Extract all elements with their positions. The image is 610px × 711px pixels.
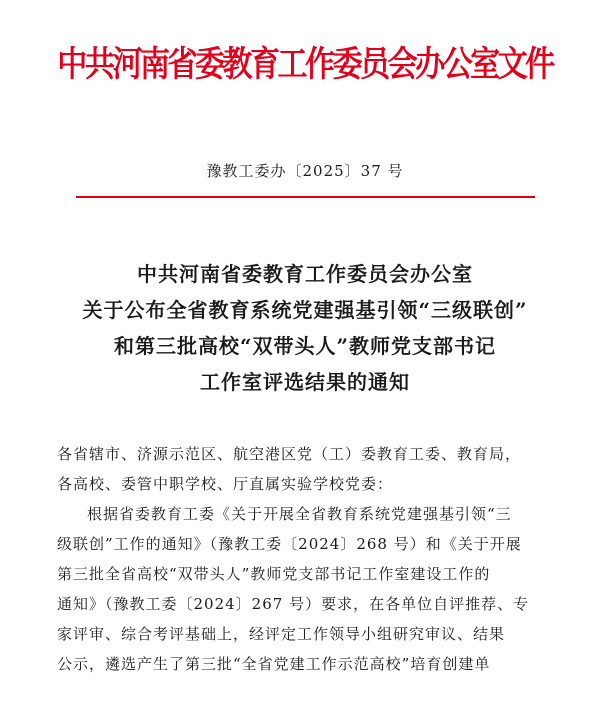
body-line: 家评审、综合考评基础上，经评定工作领导小组研究审议、结果 [57, 625, 506, 643]
body-line: 根据省委教育工委《关于开展全省教育系统党建强基引领“三 [87, 505, 512, 523]
title-line: 和第三批高校“双带头人”教师党支部书记 [113, 334, 496, 358]
red-divider [76, 196, 535, 198]
addressee-line: 各省辖市、济源示范区、航空港区党（工）委教育工委、教育局， [57, 445, 522, 463]
title-line: 中共河南省委教育工作委员会办公室 [137, 262, 473, 286]
title-line: 关于公布全省教育系统党建强基引领“三级联创” [82, 298, 528, 322]
body-line: 公示，遴选产生了第三批“全省党建工作示范高校”培育创建单 [57, 655, 491, 673]
title-line: 工作室评选结果的通知 [200, 370, 410, 394]
body-line: 通知》（豫教工委〔2024〕267 号）要求，在各单位自评推荐、专 [57, 595, 530, 613]
document-body [57, 439, 557, 679]
addressee-line: 各高校、委管中职学校、厅直属实验学校党委： [57, 475, 394, 493]
masthead: 中共河南省委教育工作委员会办公室文件 [57, 44, 553, 85]
document-title [0, 256, 610, 400]
body-line: 第三批全省高校“双带头人”教师党支部书记工作室建设工作的 [57, 565, 491, 583]
body-line: 级联创”工作的通知》（豫教工委〔2024〕268 号）和《关于开展 [57, 535, 522, 553]
doc-number: 豫教工委办〔2025〕37 号 [206, 162, 404, 180]
